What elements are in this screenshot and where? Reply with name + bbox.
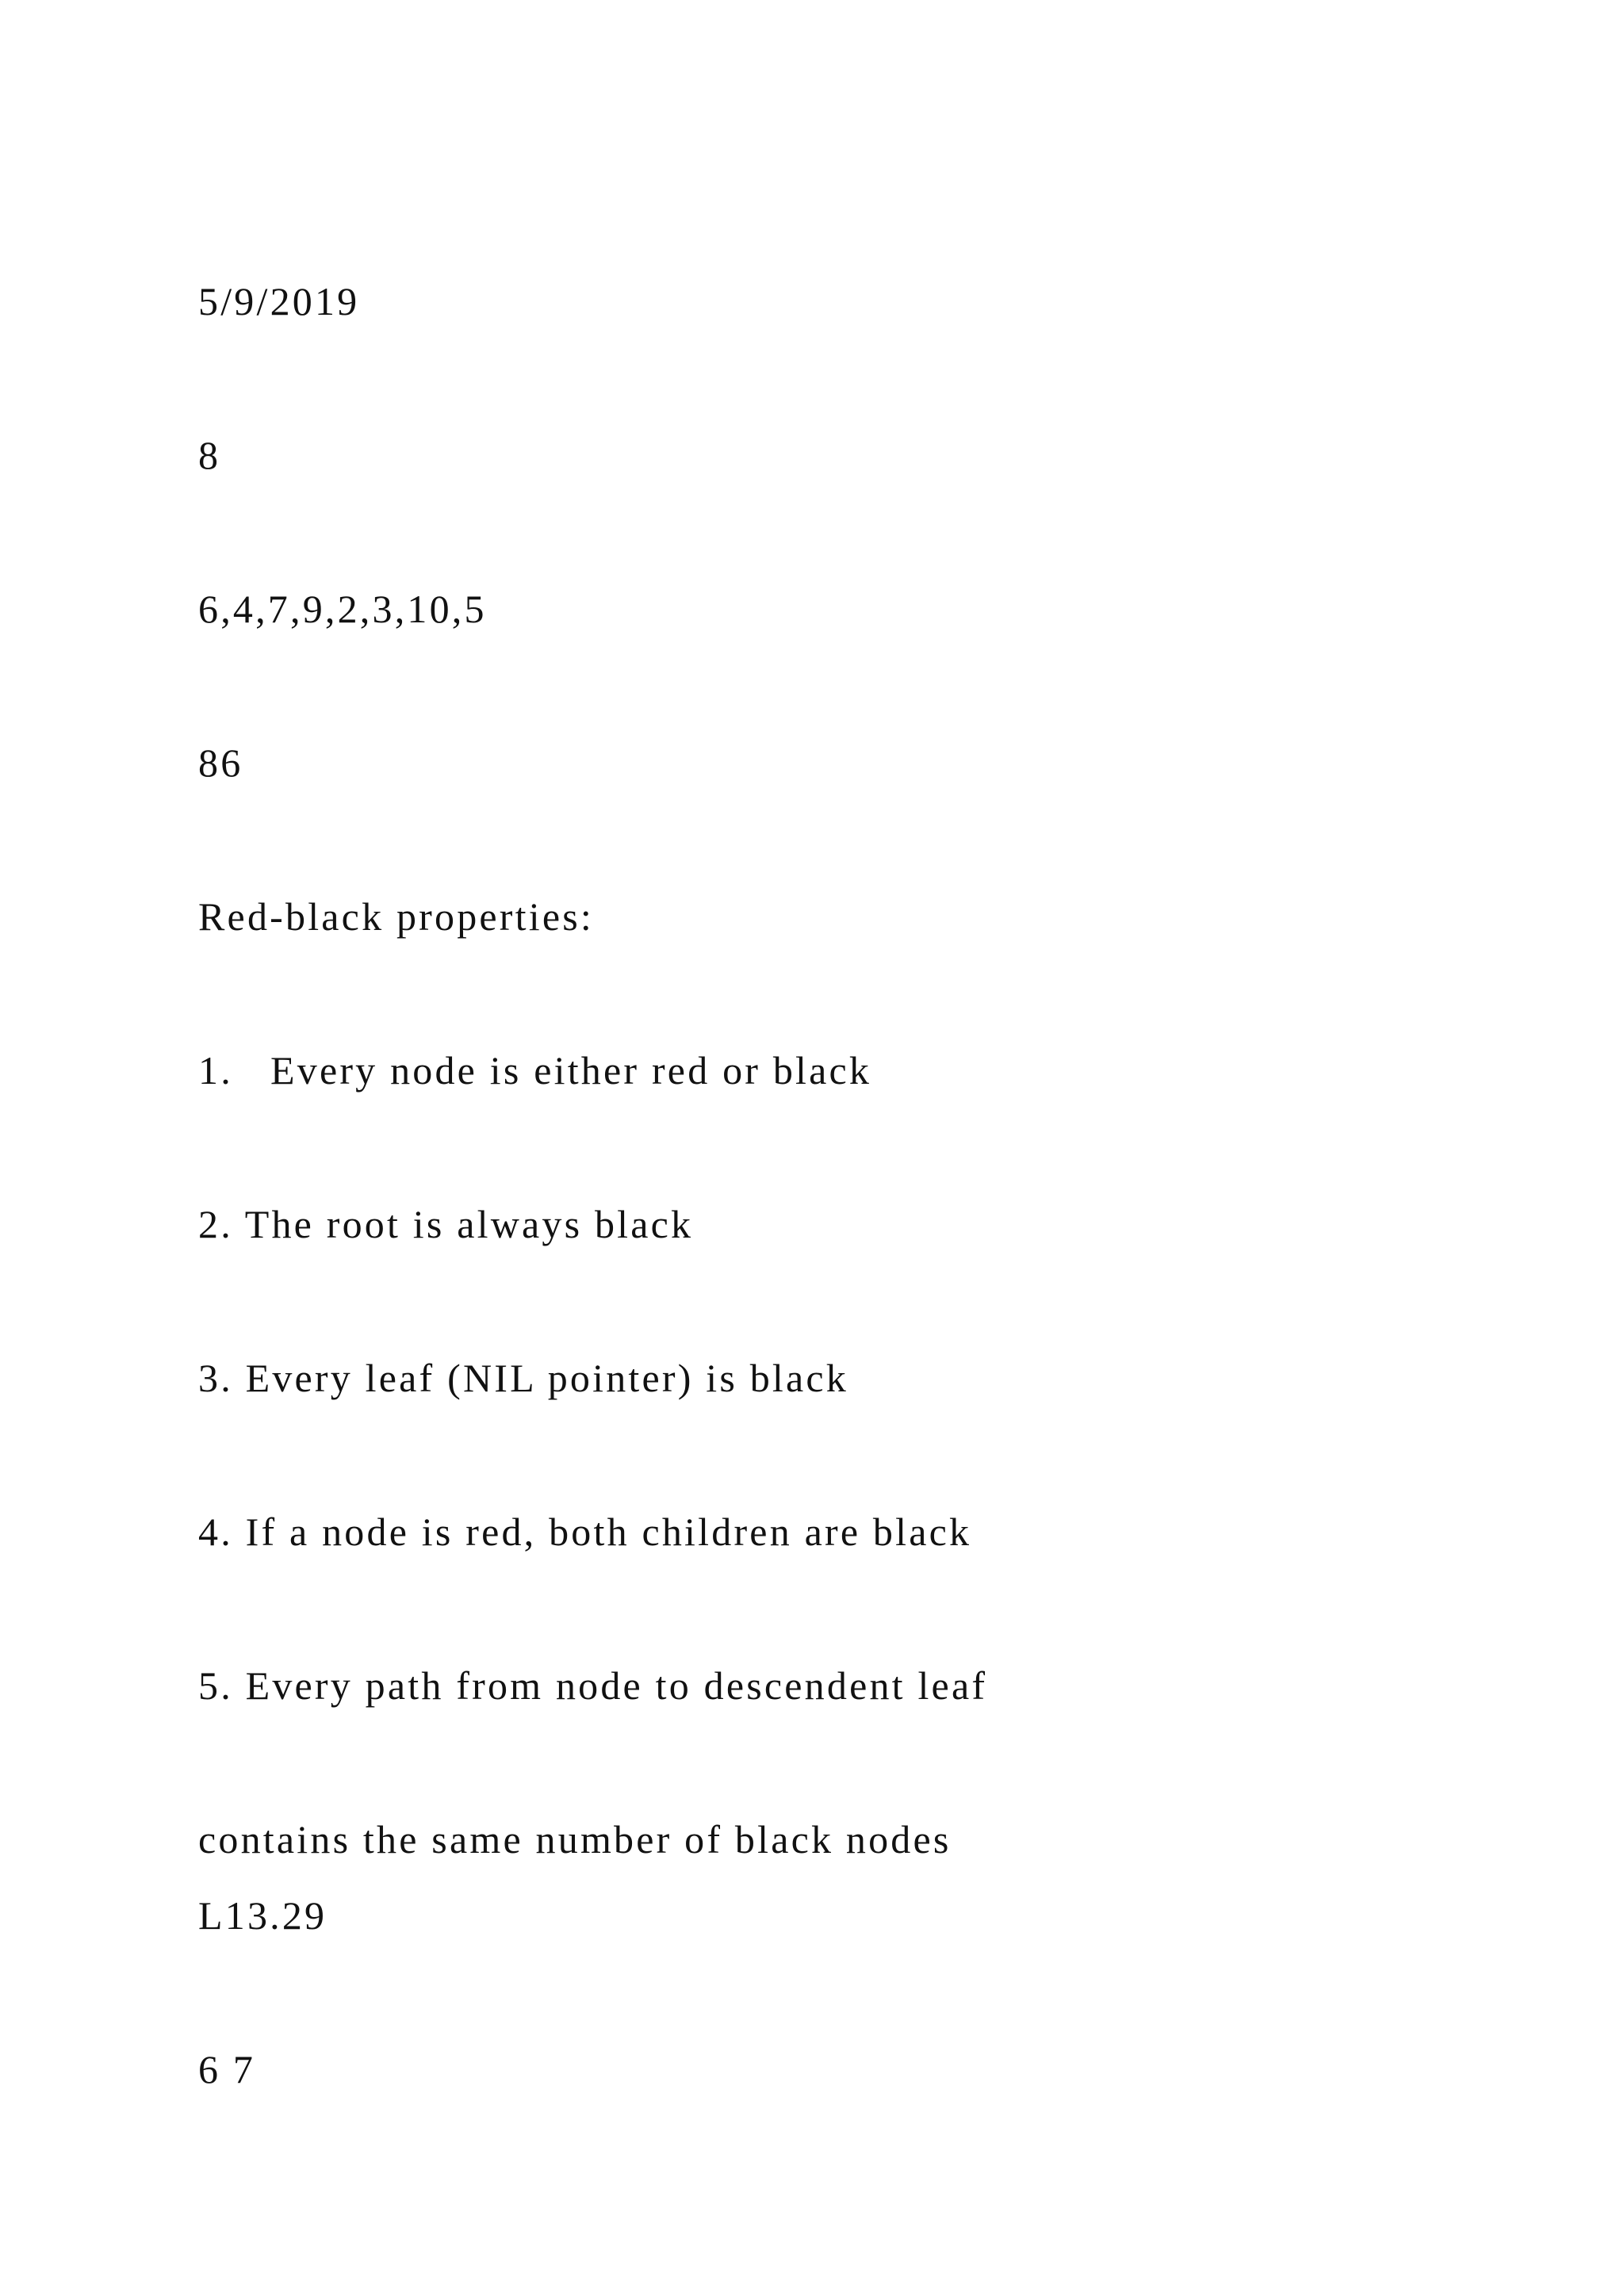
property-5-continuation: contains the same number of black nodes <box>198 1817 952 1862</box>
page-number-text: 8 <box>198 433 221 477</box>
property-1: 1. Every node is either red or black <box>198 1048 872 1093</box>
property-5: 5. Every path from node to descendent leaf <box>198 1663 988 1708</box>
sequence-text: 6,4,7,9,2,3,10,5 <box>198 587 487 631</box>
property-3: 3. Every leaf (NIL pointer) is black <box>198 1356 849 1400</box>
property-2: 2. The root is always black <box>198 1202 694 1246</box>
footer-numbers: 6 7 <box>198 2047 256 2091</box>
property-4: 4. If a node is red, both children are black <box>198 1510 972 1554</box>
properties-heading: Red-black properties: <box>198 894 594 939</box>
slide-label: L13.29 <box>198 1893 327 1938</box>
number-text: 86 <box>198 740 243 785</box>
date-text: 5/9/2019 <box>198 279 360 323</box>
